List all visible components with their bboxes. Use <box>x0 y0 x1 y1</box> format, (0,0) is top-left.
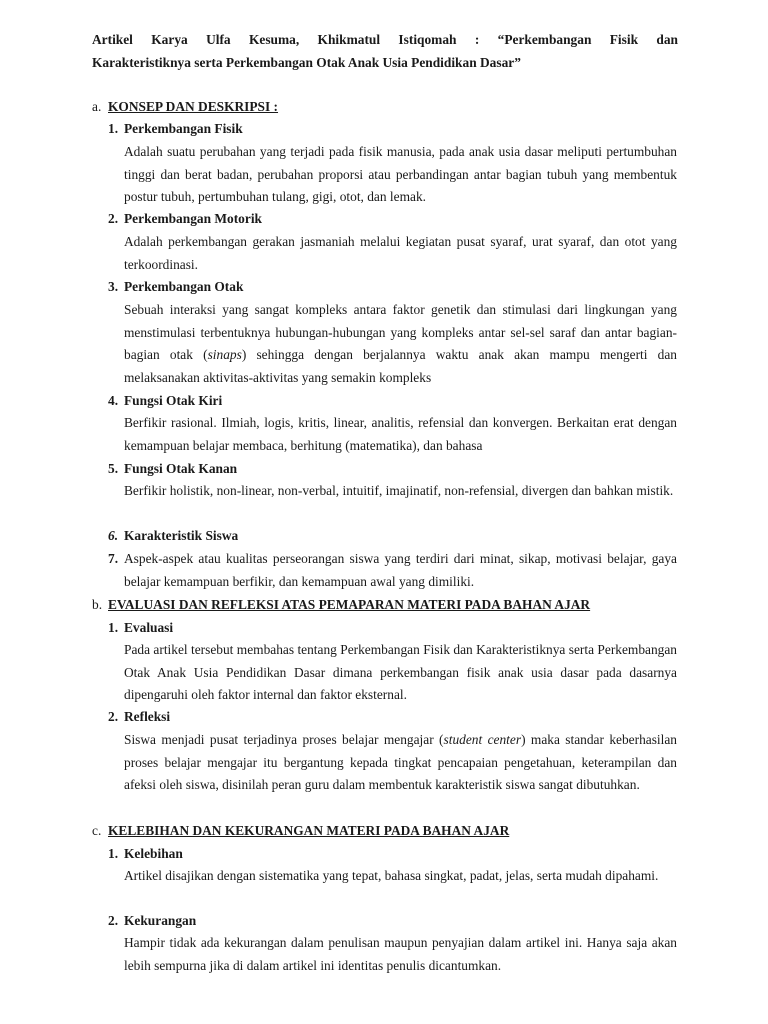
paragraph-text: Siswa menjadi pusat terjadinya proses belajar mengajar ( <box>124 732 444 747</box>
paragraph-kekurangan: Hampir tidak ada kekurangan dalam penulisan maupun penyajian dalam artikel ini. Hanya saja akan lebih sempurna jika di dalam artikel ini identitas penulis dicantumkan. <box>124 935 677 973</box>
subheading-label: Fungsi Otak Kiri <box>124 393 223 408</box>
item-number: 4. <box>108 393 119 408</box>
subheading-perkembangan-motorik <box>108 208 262 230</box>
paragraph-text: Sebuah interaksi yang sangat kompleks antara faktor genetik dan stimulasi dari lingkungan yang menstimulasi terbentuknya hubungan-hubungan yang kompleks antar sel-sel saraf dan antar bagian-bagian otak ( <box>124 302 677 363</box>
section-heading-text: EVALUASI DAN REFLEKSI ATAS PEMAPARAN MATERI PADA BAHAN AJAR <box>108 597 591 612</box>
item-number: 7. <box>108 551 119 566</box>
paragraph-fungsi-otak-kanan: Berfikir holistik, non-linear, non-verbal, intuitif, imajinatif, non-refensial, divergen dan bahkan mistik. <box>124 483 674 498</box>
subheading-perkembangan-otak <box>108 276 243 298</box>
item-number: 5. <box>108 461 119 476</box>
page-title <box>92 28 678 74</box>
subheading-fungsi-otak-kanan <box>108 458 237 480</box>
item-number: 1. <box>108 620 119 635</box>
italic-term: student center <box>443 732 522 747</box>
paragraph-fungsi-otak-kiri: Berfikir rasional. Ilmiah, logis, kritis, linear, analitis, refensial dan konvergen. Berkaitan erat dengan kemampuan belajar membaca, berhitung (matematika), dan bahasa <box>124 415 677 453</box>
item-number: 2. <box>108 211 119 226</box>
paragraph-perkembangan-otak <box>124 299 677 389</box>
italic-term: sinaps <box>207 347 242 363</box>
item-number: 3. <box>108 279 119 294</box>
subheading-label: Kekurangan <box>124 913 197 928</box>
subheading-label: Karakteristik Siswa <box>124 528 239 543</box>
subheading-kekurangan <box>108 910 196 932</box>
section-letter: a. <box>92 99 102 114</box>
subheading-label: Perkembangan Fisik <box>124 121 243 136</box>
title-line-2: Karakteristiknya serta Perkembangan Otak Anak Usia Pendidikan Dasar” <box>92 55 521 70</box>
section-letter: c. <box>92 823 102 838</box>
section-a-heading <box>92 96 278 118</box>
subheading-fungsi-otak-kiri <box>108 390 222 412</box>
subheading-label: Fungsi Otak Kanan <box>124 461 238 476</box>
subheading-karakteristik-siswa <box>108 525 238 547</box>
title-line-1: Artikel Karya Ulfa Kesuma, Khikmatul Istiqomah : “Perkembangan Fisik dan <box>92 32 678 47</box>
item-number: 2. <box>108 913 119 928</box>
item-number: 1. <box>108 121 119 136</box>
section-c-heading <box>92 820 509 842</box>
subheading-label: Refleksi <box>124 709 171 724</box>
item-number: 6. <box>108 528 119 543</box>
subheading-label: Perkembangan Otak <box>124 279 244 294</box>
item-number: 2. <box>108 709 119 724</box>
item-number: 1. <box>108 846 119 861</box>
paragraph-text: ) maka standar keberhasilan proses belajar mengajar itu bergantung kepada tingkat pencapaian pengetahuan, keterampilan dan afeksi oleh siswa, disinilah peran guru dalam membentuk karakteristik siswa sangat dibutuhkan. <box>124 732 677 793</box>
section-letter: b. <box>92 597 103 612</box>
section-heading-text: KONSEP DAN DESKRIPSI : <box>108 99 279 114</box>
subheading-refleksi <box>108 706 170 728</box>
subheading-evaluasi <box>108 617 173 639</box>
list-item-7 <box>108 548 677 593</box>
paragraph-perkembangan-motorik: Adalah perkembangan gerakan jasmaniah melalui kegiatan pusat syaraf, urat syaraf, dan otot yang terkoordinasi. <box>124 234 677 272</box>
section-b-heading <box>92 594 590 616</box>
paragraph-aspek-siswa: Aspek-aspek atau kualitas perseorangan siswa yang terdiri dari minat, sikap, motivasi belajar, gaya belajar kemampuan berfikir, dan kemampuan awal yang dimiliki. <box>124 551 677 589</box>
subheading-kelebihan <box>108 843 183 865</box>
subheading-label: Perkembangan Motorik <box>124 211 262 226</box>
subheading-label: Evaluasi <box>124 620 174 635</box>
subheading-perkembangan-fisik <box>108 118 243 140</box>
paragraph-text: ) sehingga dengan berjalannya waktu anak akan mampu mengerti dan melaksanakan aktivitas-aktivitas yang semakin kompleks <box>124 347 677 385</box>
paragraph-refleksi <box>124 729 677 797</box>
subheading-label: Kelebihan <box>124 846 183 861</box>
paragraph-evaluasi: Pada artikel tersebut membahas tentang Perkembangan Fisik dan Karakteristiknya serta Perkembangan Otak Anak Usia Pendidikan Dasar dimana perkembangan fisik anak usia dasar pada dasarnya dipengaruhi oleh faktor internal dan faktor eksternal. <box>124 642 677 703</box>
paragraph-perkembangan-fisik: Adalah suatu perubahan yang terjadi pada fisik manusia, pada anak usia dasar meliputi pertumbuhan tinggi dan berat badan, perubahan proporsi atau perbandingan antar bagian tubuh yang membentuk postur tubuh, pertumbuhan tulang, gigi, otot, dan lemak. <box>124 144 677 205</box>
paragraph-kelebihan: Artikel disajikan dengan sistematika yang tepat, bahasa singkat, padat, jelas, serta mudah dipahami. <box>124 868 659 883</box>
section-heading-text: KELEBIHAN DAN KEKURANGAN MATERI PADA BAHAN AJAR <box>108 823 510 838</box>
